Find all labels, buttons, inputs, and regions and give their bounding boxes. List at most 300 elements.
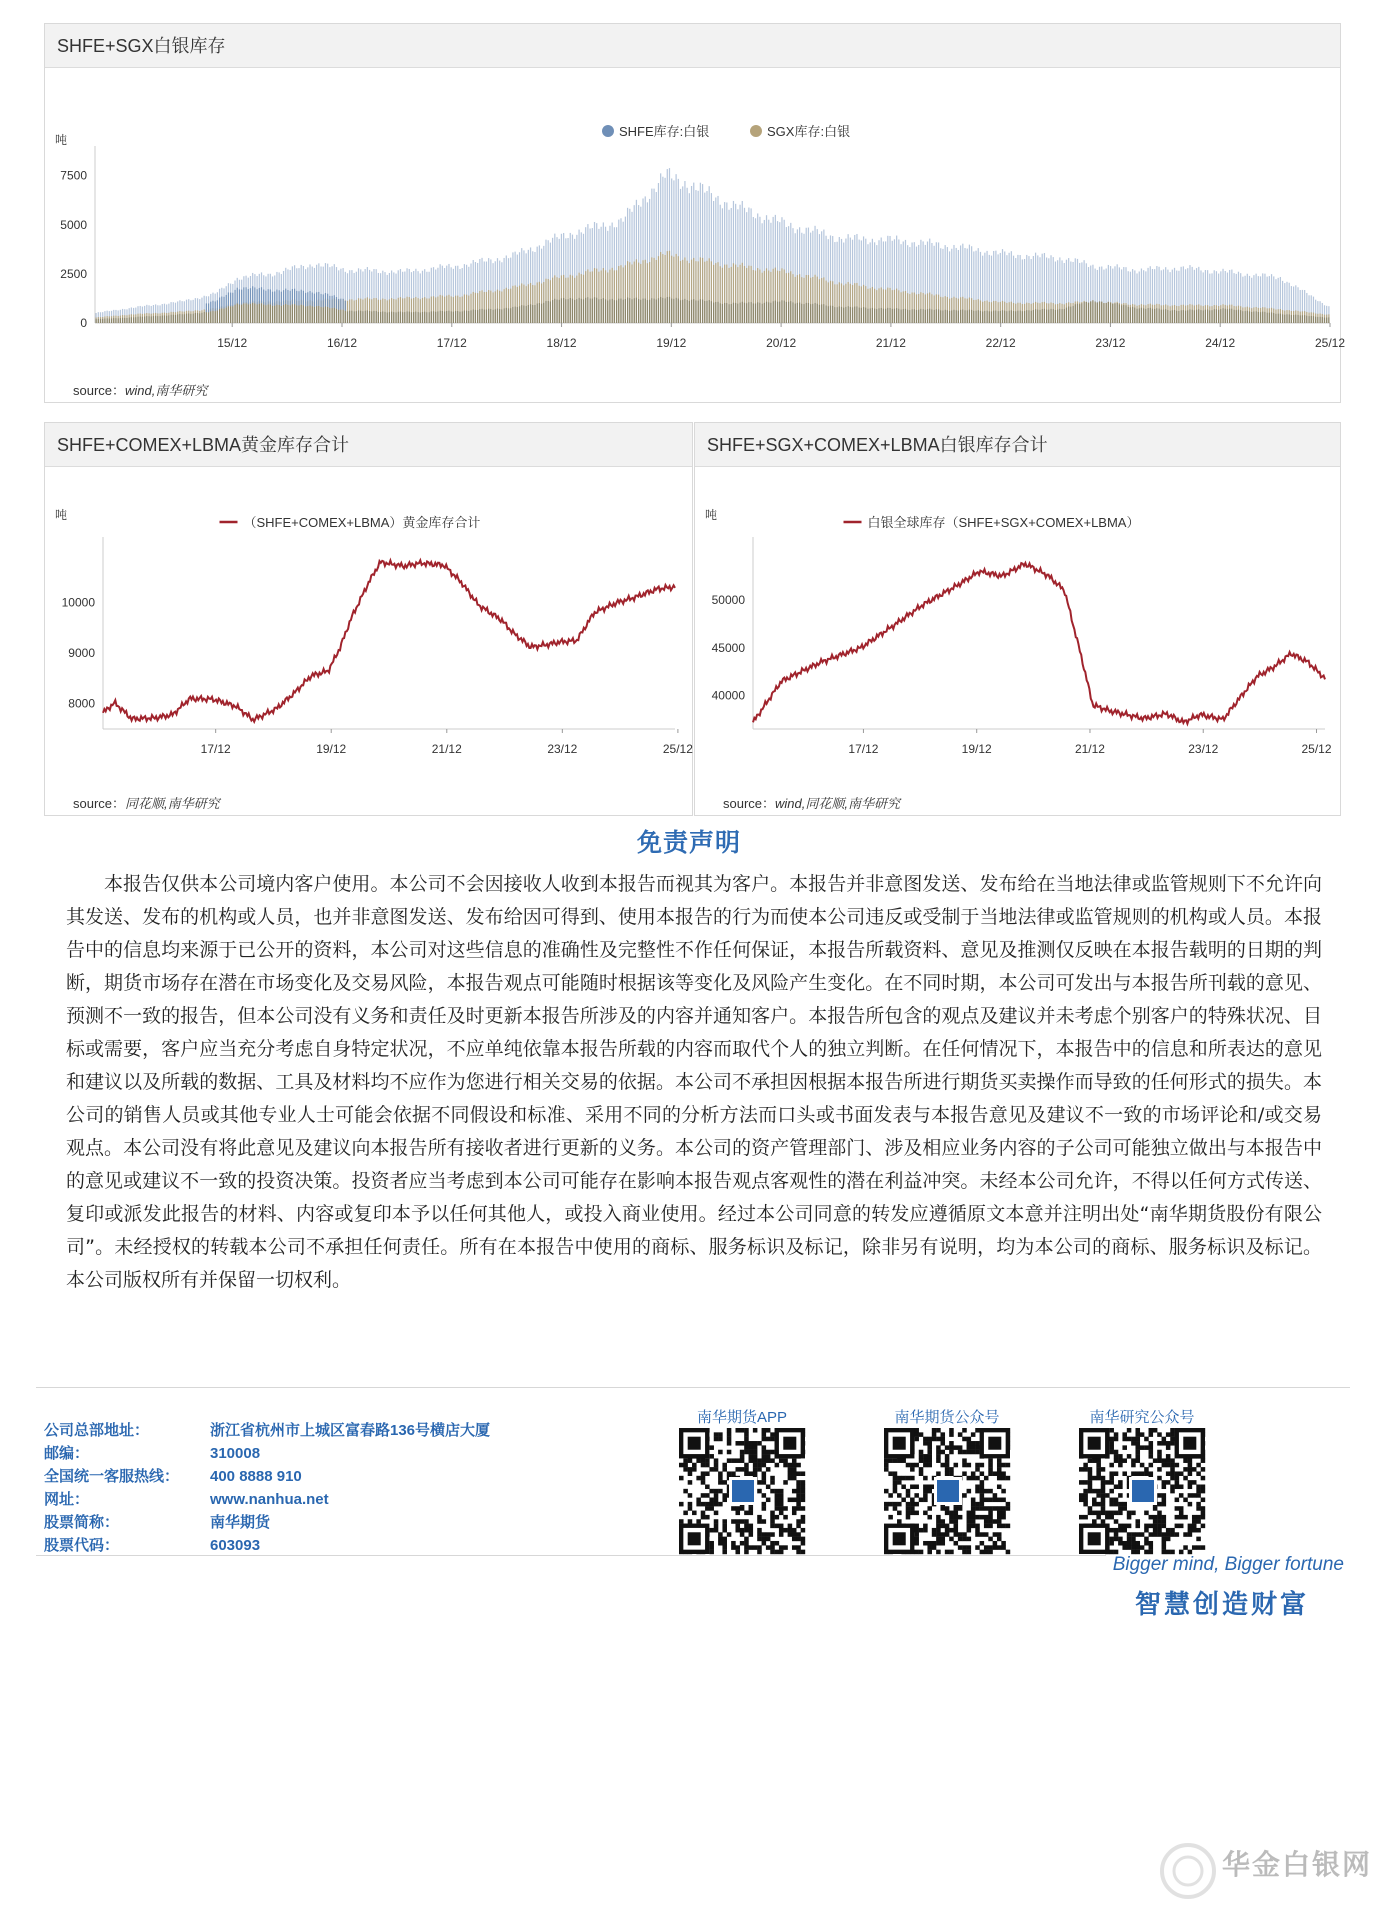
qr-module (936, 1428, 941, 1433)
bar-shfe-base (248, 304, 249, 323)
qr-module (779, 1524, 784, 1529)
qr-module (1131, 1532, 1136, 1537)
bar-shfe-base (1247, 311, 1248, 323)
qr-module (914, 1428, 919, 1433)
bar-shfe-base (122, 318, 123, 323)
qr-module (770, 1489, 775, 1494)
qr-module (1157, 1441, 1162, 1446)
qr-module (696, 1519, 701, 1524)
qr-module (783, 1545, 788, 1550)
qr-module (1144, 1471, 1149, 1476)
qr-module (988, 1467, 993, 1472)
qr-module (945, 1454, 950, 1459)
qr-module (762, 1541, 767, 1546)
bar-shfe-base (146, 316, 147, 323)
bar-shfe (241, 290, 242, 305)
bar-shfe-base (298, 306, 299, 323)
qr-module (1127, 1532, 1132, 1537)
qr-module (936, 1550, 941, 1555)
qr-module (936, 1515, 941, 1520)
qr-code-app-icon[interactable] (679, 1428, 807, 1554)
qr-module (1131, 1463, 1136, 1468)
qr-module (1135, 1545, 1140, 1550)
qr-module (1118, 1454, 1123, 1459)
qr-module (975, 1515, 980, 1520)
qr-module (967, 1524, 972, 1529)
bar-shfe (334, 295, 335, 307)
bar-shfe-base (1196, 310, 1197, 323)
bar-shfe-base (305, 306, 306, 323)
qr-module (775, 1493, 780, 1498)
qr-module (975, 1532, 980, 1537)
qr-module (997, 1476, 1002, 1481)
bar-shfe-base (845, 307, 846, 323)
bar-shfe-base (140, 317, 141, 323)
qr-module (735, 1550, 740, 1555)
qr-module (993, 1545, 998, 1550)
qr-module (1001, 1511, 1006, 1516)
bar-shfe-base (1328, 317, 1329, 323)
qr-module (1183, 1498, 1188, 1503)
bar-shfe (250, 288, 251, 304)
qr-module (914, 1528, 919, 1533)
qr-module (945, 1463, 950, 1468)
qr-module (1001, 1463, 1006, 1468)
bar-shfe-base (503, 308, 504, 323)
qr-module (914, 1493, 919, 1498)
chart-title: SHFE+SGX白银库存 (45, 24, 1340, 68)
bar-shfe-base (1249, 311, 1250, 323)
qr-module (980, 1484, 985, 1489)
qr-module (735, 1519, 740, 1524)
x-tick-label: 15/12 (217, 336, 248, 350)
qr-app-label: 南华期货APP (696, 1409, 787, 1426)
bar-shfe-base (1004, 311, 1005, 323)
bar-shfe-base (413, 312, 414, 323)
qr-module (893, 1471, 898, 1476)
qr-module (940, 1463, 945, 1468)
qr-module (740, 1428, 745, 1433)
bar-shfe (287, 290, 288, 305)
bar-shfe (296, 291, 297, 305)
qr-module (740, 1506, 745, 1511)
bar-shfe-base (1315, 317, 1316, 323)
bar-shfe-base (876, 309, 877, 323)
qr-module (783, 1506, 788, 1511)
qr-module (949, 1515, 954, 1520)
bar-shfe-base (210, 311, 211, 323)
qr-module (1201, 1498, 1206, 1503)
qr-module (936, 1519, 941, 1524)
silver-total-chart-panel (694, 422, 1341, 816)
bar-shfe-base (1194, 310, 1195, 323)
qr-module (971, 1445, 976, 1450)
bar-shfe-base (841, 307, 842, 323)
bar-shfe (338, 299, 339, 310)
qr-module (1162, 1541, 1167, 1546)
qr-module (1179, 1515, 1184, 1520)
qr-module (967, 1445, 972, 1450)
qr-module (923, 1476, 928, 1481)
bar-shfe-base (1035, 309, 1036, 323)
qr-module (801, 1480, 806, 1485)
qr-module (893, 1484, 898, 1489)
bar-shfe-base (543, 303, 544, 323)
qr-module (1092, 1502, 1097, 1507)
qr-module (1175, 1498, 1180, 1503)
bar-shfe-base (784, 301, 785, 323)
bar-shfe-base (1258, 312, 1259, 323)
bar-shfe-base (949, 311, 950, 323)
bar-shfe-base (459, 312, 460, 323)
qr-module (714, 1493, 719, 1498)
bar-shfe-base (1139, 308, 1140, 323)
qr-module (1162, 1437, 1167, 1442)
qr-module (958, 1537, 963, 1542)
bar-shfe-base (415, 312, 416, 323)
bar-shfe-base (777, 302, 778, 323)
bar-shfe-base (464, 311, 465, 323)
qr-module (910, 1484, 915, 1489)
qr-module (718, 1437, 723, 1442)
bar-shfe-base (541, 304, 542, 323)
qr-module (1192, 1545, 1197, 1550)
qr-module (971, 1432, 976, 1437)
bar-shfe-base (775, 301, 776, 323)
qr-module (1096, 1471, 1101, 1476)
bar-shfe (331, 296, 332, 308)
bar-shfe-base (1086, 302, 1087, 323)
qr-module (1131, 1471, 1136, 1476)
bar-shfe-base (559, 300, 560, 323)
qr-module (705, 1458, 710, 1463)
bar-shfe-base (1053, 309, 1054, 323)
qr-module (1175, 1532, 1180, 1537)
qr-module (718, 1489, 723, 1494)
qr-module (762, 1432, 767, 1437)
qr-module (954, 1515, 959, 1520)
bar-shfe-base (1269, 313, 1270, 323)
qr-module (762, 1532, 767, 1537)
qr-module (709, 1489, 714, 1494)
qr-module (1105, 1493, 1110, 1498)
bar-shfe-base (1048, 310, 1049, 323)
qr-module (945, 1524, 950, 1529)
bar-shfe-base (230, 306, 231, 323)
bar-shfe-base (334, 308, 335, 323)
qr-module (1101, 1506, 1106, 1511)
qr-module (714, 1519, 719, 1524)
bar-shfe-base (451, 311, 452, 323)
bar-shfe-base (735, 303, 736, 323)
bar-shfe-base (1077, 304, 1078, 323)
bar-shfe-base (561, 298, 562, 323)
qr-module (1179, 1471, 1184, 1476)
qr-module (770, 1545, 775, 1550)
qr-module (1196, 1463, 1201, 1468)
bar-shfe (252, 286, 253, 303)
qr-module (1192, 1528, 1197, 1533)
qr-module (1170, 1441, 1175, 1446)
qr-module (779, 1545, 784, 1550)
qr-module (1096, 1467, 1101, 1472)
bar-shfe-base (786, 302, 787, 323)
qr-module (1166, 1445, 1171, 1450)
bar-shfe-base (806, 303, 807, 323)
qr-module (1192, 1519, 1197, 1524)
qr-module (735, 1441, 740, 1446)
bar-shfe-base (704, 301, 705, 323)
qr-module (945, 1506, 950, 1511)
qr-module (766, 1450, 771, 1455)
bar-shfe-base (923, 309, 924, 323)
qr-module (1131, 1537, 1136, 1542)
qr-module (1149, 1454, 1154, 1459)
qr-module (940, 1506, 945, 1511)
qr-module (988, 1498, 993, 1503)
qr-module (1162, 1484, 1167, 1489)
bar-shfe (329, 296, 330, 308)
qr-module (1131, 1441, 1136, 1446)
bar-shfe-base (1013, 311, 1014, 323)
bar-shfe-base (1271, 312, 1272, 323)
qr-module (770, 1432, 775, 1437)
bar-shfe-base (1291, 315, 1292, 323)
qr-module (788, 1528, 793, 1533)
qr-module (936, 1524, 941, 1529)
qr-module (884, 1463, 889, 1468)
qr-module (1118, 1524, 1123, 1529)
qr-module (1149, 1541, 1154, 1546)
qr-module (919, 1432, 924, 1437)
qr-module (971, 1476, 976, 1481)
qr-module (962, 1463, 967, 1468)
bar-shfe (276, 290, 277, 305)
qr-module (1135, 1541, 1140, 1546)
qr-module (1157, 1502, 1162, 1507)
bar-shfe-base (894, 309, 895, 323)
bar-shfe-base (733, 303, 734, 323)
qr-module (1179, 1511, 1184, 1516)
bar-shfe-base (1068, 306, 1069, 323)
qr-module (744, 1463, 749, 1468)
bar-shfe-base (640, 300, 641, 323)
qr-module (757, 1467, 762, 1472)
bar-shfe-base (960, 310, 961, 323)
qr-module (949, 1441, 954, 1446)
qr-code-official-icon[interactable] (884, 1428, 1012, 1554)
qr-module (962, 1471, 967, 1476)
qr-module (1175, 1484, 1180, 1489)
qr-module (1183, 1476, 1188, 1481)
qr-module (914, 1502, 919, 1507)
bar-shfe-base (276, 305, 277, 323)
qr-module (1201, 1545, 1206, 1550)
bar-shfe-base (627, 297, 628, 323)
qr-module (1114, 1484, 1119, 1489)
bar-shfe-base (713, 303, 714, 323)
bar-shfe-base (448, 311, 449, 323)
qr-module (932, 1437, 937, 1442)
qr-module (1149, 1428, 1154, 1433)
bar-shfe-base (234, 305, 235, 323)
qr-finder-core (688, 1437, 701, 1450)
qr-module (923, 1458, 928, 1463)
qr-module (792, 1545, 797, 1550)
qr-module (757, 1550, 762, 1555)
qr-module (993, 1471, 998, 1476)
qr-module (927, 1454, 932, 1459)
bar-shfe (217, 300, 218, 310)
bar-shfe-base (781, 300, 782, 323)
qr-module (1175, 1515, 1180, 1520)
website-link[interactable]: www.nanhua.net (210, 1491, 329, 1508)
bar-shfe-base (629, 298, 630, 323)
bar-shfe-base (342, 310, 343, 323)
qr-module (897, 1458, 902, 1463)
bar-shfe-base (656, 300, 657, 323)
gold-total-line-chart (45, 467, 692, 775)
y-tick-label: 8000 (68, 696, 95, 711)
bar-shfe-base (693, 299, 694, 323)
qr-module (1201, 1458, 1206, 1463)
qr-module (796, 1489, 801, 1494)
bar-shfe-base (905, 309, 906, 323)
qr-module (740, 1519, 745, 1524)
x-tick-label: 23/12 (1095, 336, 1126, 350)
qr-module (727, 1532, 732, 1537)
bar-shfe-base (272, 306, 273, 323)
qr-module (1188, 1463, 1193, 1468)
qr-module (897, 1480, 902, 1485)
bar-shfe-base (1117, 303, 1118, 323)
y-tick-label: 50000 (711, 593, 745, 607)
bar-shfe-base (400, 312, 401, 323)
qr-module (971, 1524, 976, 1529)
bar-shfe-base (512, 307, 513, 323)
qr-module (1109, 1537, 1114, 1542)
qr-module (1114, 1458, 1119, 1463)
bar-shfe-base (572, 299, 573, 323)
qr-module (936, 1437, 941, 1442)
qr-module (1153, 1519, 1158, 1524)
qr-module (927, 1550, 932, 1555)
x-tick-label: 19/12 (961, 742, 992, 756)
qr-module (770, 1450, 775, 1455)
qr-code-research-icon[interactable] (1079, 1428, 1207, 1554)
qr-module (962, 1437, 967, 1442)
bar-shfe (256, 289, 257, 304)
bar-shfe-base (1185, 311, 1186, 323)
qr-module (1196, 1493, 1201, 1498)
bar-shfe-base (907, 310, 908, 323)
bar-shfe-base (490, 309, 491, 323)
qr-module (949, 1471, 954, 1476)
qr-module (975, 1524, 980, 1529)
qr-module (923, 1489, 928, 1494)
bar-shfe-base (1057, 310, 1058, 323)
qr-module (1196, 1502, 1201, 1507)
qr-module (936, 1450, 941, 1455)
y-tick-label: 10000 (61, 595, 95, 610)
qr-module (735, 1506, 740, 1511)
bar-shfe (292, 289, 293, 304)
bar-shfe-base (962, 310, 963, 323)
qr-module (1118, 1528, 1123, 1533)
qr-module (1157, 1432, 1162, 1437)
qr-module (735, 1511, 740, 1516)
qr-module (1162, 1545, 1167, 1550)
bar-shfe-base (1119, 304, 1120, 323)
bar-shfe-base (612, 299, 613, 323)
qr-module (1170, 1476, 1175, 1481)
qr-module (757, 1528, 762, 1533)
qr-module (1122, 1471, 1127, 1476)
qr-module (701, 1511, 706, 1516)
bar-shfe-base (100, 319, 101, 323)
qr-module (1092, 1511, 1097, 1516)
bar-shfe-base (812, 304, 813, 323)
qr-module (958, 1432, 963, 1437)
bar-shfe (307, 292, 308, 306)
bar-shfe-base (1231, 309, 1232, 323)
bar-shfe-base (457, 311, 458, 323)
hotline-label: 全国统一客服热线： (44, 1468, 180, 1485)
website-label: 网址： (44, 1491, 90, 1508)
bar-shfe-base (537, 304, 538, 323)
bar-shfe-base (98, 319, 99, 323)
bar-shfe (248, 289, 249, 304)
qr-module (884, 1506, 889, 1511)
bar-shfe-base (673, 299, 674, 323)
chart-source: source：同花顺,南华研究 (73, 796, 220, 811)
bar-shfe-base (896, 308, 897, 323)
bar-shfe-base (1192, 310, 1193, 323)
qr-module (910, 1498, 915, 1503)
bar-shfe-base (724, 303, 725, 323)
qr-module (1083, 1502, 1088, 1507)
qr-module (975, 1450, 980, 1455)
bar-shfe-base (466, 311, 467, 323)
bar-shfe-base (517, 307, 518, 323)
bar-shfe-base (576, 299, 577, 323)
bar-shfe-base (268, 304, 269, 323)
qr-module (1079, 1493, 1084, 1498)
qr-module (919, 1550, 924, 1555)
x-tick-label: 25/12 (1301, 742, 1332, 756)
qr-module (744, 1450, 749, 1455)
qr-module (1092, 1489, 1097, 1494)
qr-module (910, 1476, 915, 1481)
qr-module (705, 1493, 710, 1498)
qr-module (788, 1476, 793, 1481)
qr-module (1088, 1458, 1093, 1463)
series-line (103, 560, 675, 721)
qr-module (1179, 1484, 1184, 1489)
qr-module (1109, 1450, 1114, 1455)
bar-shfe-base (345, 311, 346, 323)
qr-module (936, 1458, 941, 1463)
bar-shfe-base (967, 310, 968, 323)
qr-module (1162, 1502, 1167, 1507)
qr-module (762, 1519, 767, 1524)
x-tick-label: 25/12 (1314, 336, 1346, 350)
bar-shfe-base (667, 297, 668, 323)
qr-module (1092, 1458, 1097, 1463)
qr-module (914, 1484, 919, 1489)
bar-shfe-base (1308, 316, 1309, 323)
bar-shfe-base (1253, 311, 1254, 323)
